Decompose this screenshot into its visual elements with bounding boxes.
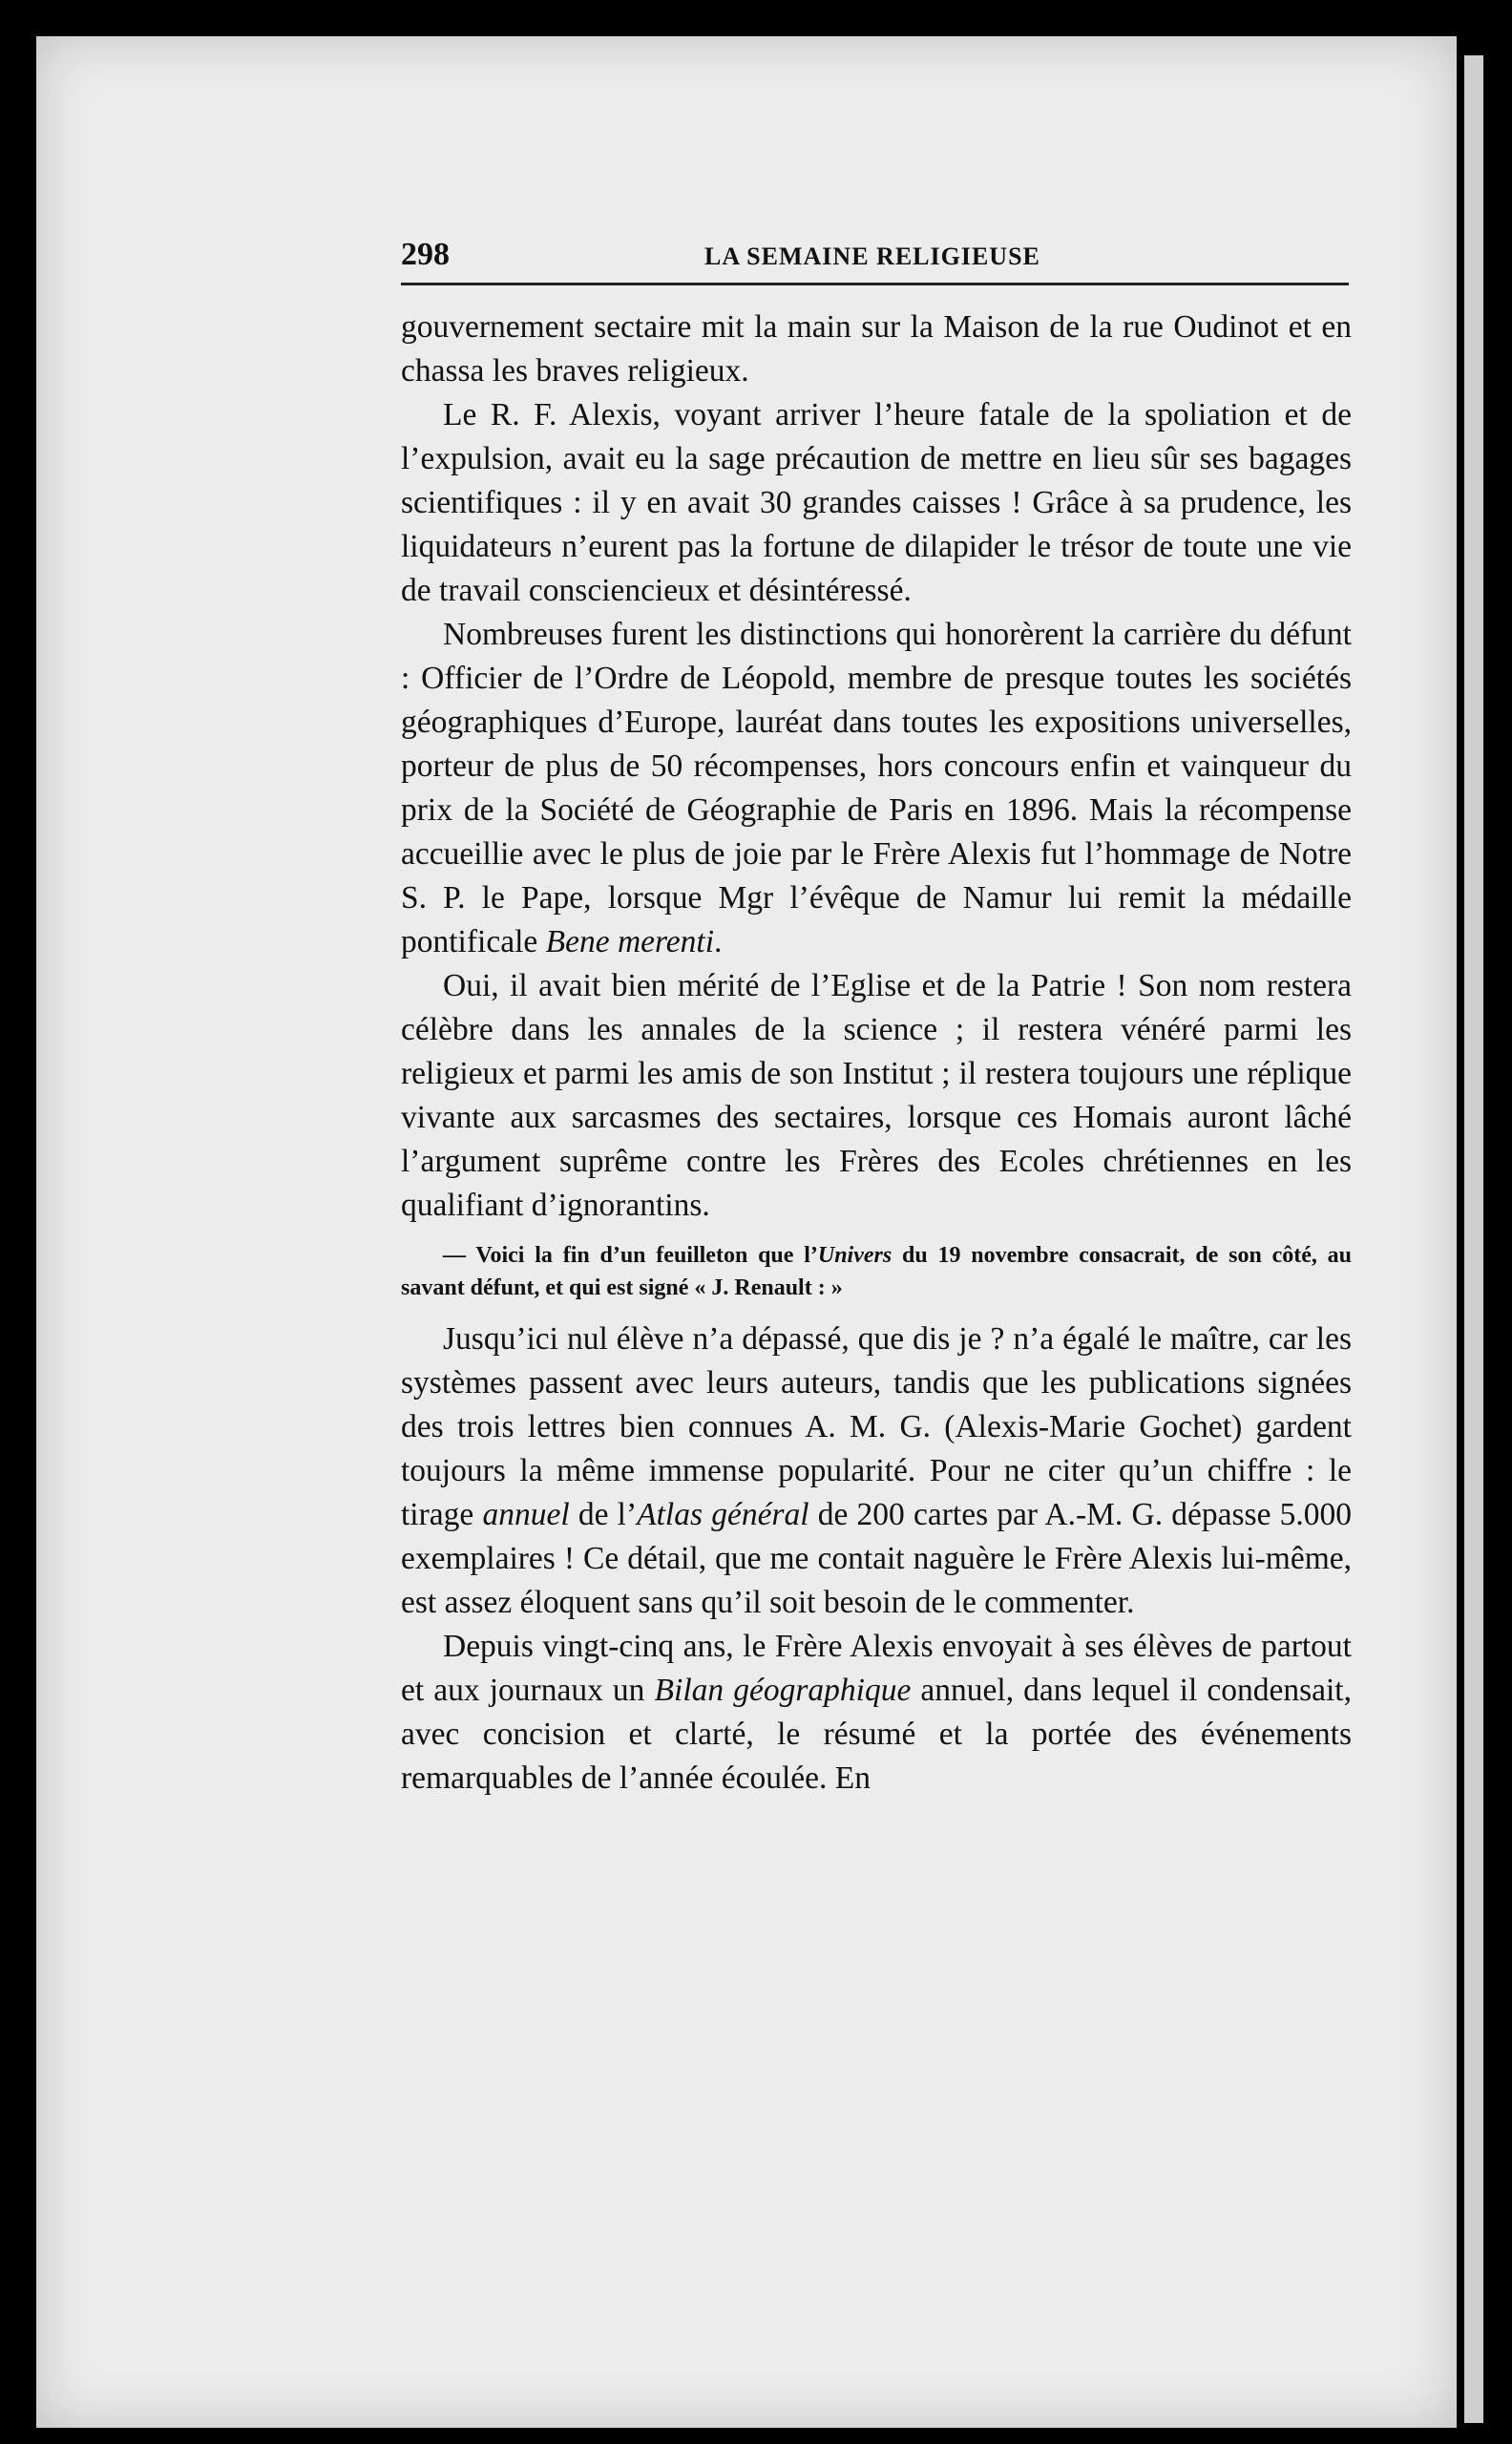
paragraph-6-a: Depuis vingt-cinq ans, le Frère Alexis envoyait à ses élèves de partout et aux journaux un	[401, 1629, 1352, 1708]
paragraph-1: gouvernement sectaire mit la main sur la Maison de la rue Oudinot et en chassa les braves religieux.	[401, 309, 1352, 389]
paragraph-5-italic-2: Atlas général	[637, 1497, 809, 1532]
paragraph-3-italic: Bene merenti	[545, 924, 715, 959]
paragraph-2: Le R. F. Alexis, voyant arriver l’heure fatale de la spoliation et de l’expulsion, avait eu la sage précaution de mettre en lieu sûr ses bagages scientifiques : il y en avait 30 grandes caisses ! Grâce à sa prudence, les liquidateurs n’eurent pas la fortune de dilapider le trésor de toute une vie de travail consciencieux et désintéressé.	[401, 397, 1352, 608]
paragraph-5-a: Jusqu’ici nul élève n’a dépassé, que dis je ? n’a égalé le maître, car les systèmes passent avec leurs auteurs, tandis que les publications signées des trois lettres bien connues A. M. G. (Alexis-Marie Gochet) gardent toujours la même immense popularité. Pour ne citer qu’un chiffre : le tirage	[401, 1321, 1352, 1532]
paragraph-6-b: annuel, dans lequel il condensait, avec concision et clarté, le résumé et la portée des événements remarquables de l’année écoulée. En	[401, 1673, 1352, 1796]
paragraph-5-b: de l’	[569, 1497, 638, 1532]
running-title: LA SEMAINE RELIGIEUSE	[704, 242, 1040, 270]
paragraph-4: Oui, il avait bien mérité de l’Eglise et de la Patrie ! Son nom restera célèbre dans les annales de la science ; il restera vénéré parmi les religieux et parmi les amis de son Institut ; il restera toujours une réplique vivante aux sarcasmes des sectaires, lorsque ces Homais auront lâché l’argument suprême contre les Frères des Ecoles chrétiennes en les qualifiant d’ignorantins.	[401, 968, 1352, 1223]
paragraph-3-end: .	[714, 924, 723, 959]
body-text	[401, 306, 1352, 1801]
note-text-b: du 19 novembre consacrait, de son côté, au savant défunt, et qui est signé « J. Renault : »	[401, 1243, 1352, 1300]
header-rule	[401, 283, 1349, 285]
page-header	[401, 237, 1348, 279]
note-italic: Univers	[817, 1243, 892, 1268]
note-text-a: — Voici la fin d’un feuilleton que l’	[443, 1243, 818, 1268]
page-number: 298	[401, 237, 450, 272]
paragraph-6-italic: Bilan géographique	[654, 1673, 912, 1708]
paragraph-3	[401, 613, 1352, 964]
editorial-note	[401, 1239, 1352, 1304]
paragraph-5	[401, 1317, 1352, 1625]
paragraph-5-c: de 200 cartes par A.-M. G. dépasse 5.000 exemplaires ! Ce détail, que me contait naguère le Frère Alexis lui-même, est assez éloquent sans qu’il soit besoin de le commenter.	[401, 1497, 1353, 1620]
paragraph-6	[401, 1625, 1352, 1801]
facing-page-edge	[1464, 55, 1483, 2423]
paragraph-3-text: Nombreuses furent les distinctions qui honorèrent la carrière du défunt : Officier de l’Ordre de Léopold, membre de presque toutes les sociétés géographiques d’Europe, lauréat dans toutes les expositions universelles, porteur de plus de 50 récompenses, hors concours enfin et vainqueur du prix de la Société de Géographie de Paris en 1896. Mais la récompense accueillie avec le plus de joie par le Frère Alexis fut l’hommage de Notre S. P. le Pape, lorsque Mgr l’évêque de Namur lui remit la médaille pontificale	[401, 617, 1352, 959]
paragraph-5-italic-1: annuel	[482, 1497, 570, 1532]
